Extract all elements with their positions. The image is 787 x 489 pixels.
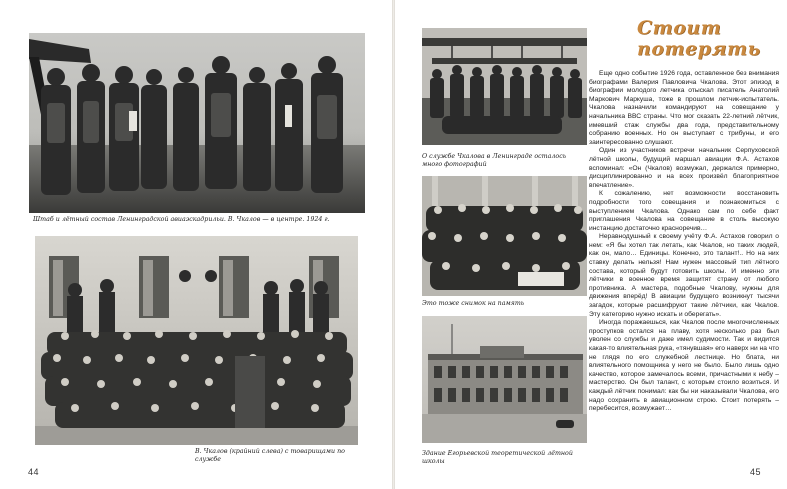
photo-squadron-staff xyxy=(29,33,365,213)
left-page xyxy=(0,0,392,489)
page-number-right: 45 xyxy=(750,467,762,477)
article-heading: Стоит потерять xyxy=(637,17,761,60)
caption-squadron-staff: Штаб и лётный состав Ленинградской авиаэскадрильи. В. Чкалов — в центре. 1924 г. xyxy=(33,216,330,223)
article-paragraph: К сожалению, нет возможности восстановить подробности того совещания и познакомиться с выступлением Чкалова. Однако сам по себе факт приглашения Чкалова на совещание в столь высокую инстанцию достаточно красноречив… xyxy=(589,190,779,232)
article-paragraph: Еще одно событие 1926 года, оставленное без внимания биографами Валерия Павловича Чкалова. Этот эпизод в биографии молодого летчика отыскал писатель Анатолий Маркович Маркуша, тоже в прошлом летчик-испытатель. Чкалова назначили командируют на совещание у начальника ВВС страны. Что мог сказать 22-летний лётчик, имевший стаж службы два года, представительному собранию военных. Но он выступает с трибуны, и его заинтересованно слушают. xyxy=(589,70,779,146)
caption-yegoryevsk-school: Здание Егорьевской теоретической лётной школы xyxy=(422,450,573,465)
photo-yegoryevsk-school xyxy=(422,316,587,443)
page-number-left: 44 xyxy=(28,467,40,477)
photo-chkalov-comrades xyxy=(35,236,358,445)
article-paragraph: Неравнодушный к своему учёту Ф.А. Астахов говорил о нем: «Я бы хотел так летать, как Чкалов, но таких людей, как он, мало… Единицы. Конечно, это талант!.. Но на них ставку делать нельзя! Нам нужен массовый тип лётного состава, который будут готовить школы. И именно эти лётчики в военное время защитят страну от любого противника. А мастера, подобные Чкалову, нужны для движения вперёд! В авиации будущего возникнут тысячи загадок, которые расшифруют такие лётчики, как Чкалов. Эту категорию нужно искать и оберегать». xyxy=(589,233,779,318)
article-paragraph: Один из участников встречи начальник Серпуховской лётной школы, будущий маршал авиации Ф.А. Астахов вспоминал: «Он (Чкалов) возмужал, держался примерно, дисциплинированно и на всех произвёл благоприятное впечатление». xyxy=(589,147,779,189)
caption-souvenir: Это тоже снимок на память xyxy=(422,300,525,307)
photo-biplane-group xyxy=(422,28,587,145)
photo-souvenir xyxy=(422,176,587,296)
caption-leningrad-photos: О службе Чкалова в Ленинграде осталось много фотографий xyxy=(422,153,567,168)
caption-chkalov-comrades: В. Чкалов (крайний слева) с товарищами по службе xyxy=(195,448,345,463)
article-paragraph: Иногда поражаешься, как Чкалов после многочисленных проступков остался на плаву, хотя несколько раз был уволен со службы и даже имел судимости. Так и видится какая-то влиятельная рука, «тянувшая» его наверх ни на что не глядя по его служебной лестнице. Но блата, ни влиятельного помощника у него не было. Было лишь одно качество, которое замечалось всеми, причастными к небу – мастерство. Он был талант, с которым стоило возиться. И каждый лётчик понимал: как бы ни наказывали Чкалова, его надо сохранить в авиационном строю. Стоит потерять – перебесится, возмужает… xyxy=(589,319,779,413)
article-text xyxy=(589,70,779,414)
